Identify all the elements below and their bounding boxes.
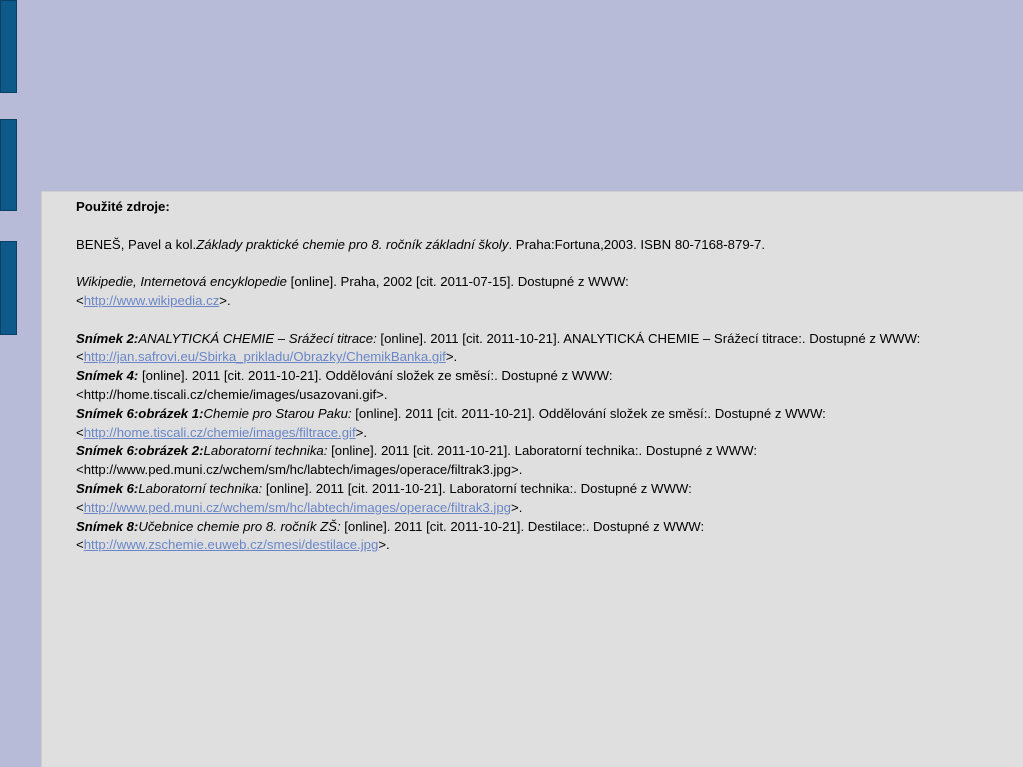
reference-label: Snímek 2: — [76, 330, 139, 346]
bracket-close: >. — [378, 537, 390, 553]
bracket-close: >. — [219, 292, 231, 308]
reference-snimek-4-url: <http://home.tiscali.cz/chemie/images/usazovani.gif>. — [76, 386, 388, 402]
reference-snimek-6-obrazek-1 — [76, 405, 1006, 424]
reference-snimek-8-url — [76, 536, 1006, 555]
content-panel — [41, 191, 1023, 767]
reference-details: [online]. 2011 [cit. 2011-10-21]. Laboratorní technika:. Dostupné z WWW: — [262, 480, 692, 496]
reference-title: ANALYTICKÁ CHEMIE – Srážecí titrace: — [138, 330, 377, 346]
reference-details: [online]. 2011 [cit. 2011-10-21]. Laboratorní technika:. Dostupné z WWW: — [327, 443, 757, 459]
bracket-close: >. — [445, 349, 458, 365]
bracket-close: >. — [355, 424, 367, 440]
reference-wikipedie-url — [76, 292, 1006, 311]
side-bar-top — [0, 0, 17, 93]
reference-benes — [76, 236, 1006, 255]
reference-details: [online]. Praha, 2002 [cit. 2011-07-15]. Dostupné z WWW: — [287, 274, 629, 290]
filtrak3-link[interactable]: http://www.ped.muni.cz/wchem/sm/hc/labtech/images/operace/filtrak3.jpg — [83, 499, 512, 515]
reference-title: Wikipedie, Internetová encyklopedie — [76, 274, 288, 290]
reference-details: [online]. 2011 [cit. 2011-10-21]. Oddělování složek ze směsí:. Dostupné z WWW: — [351, 405, 826, 421]
references-text — [76, 198, 1006, 555]
references-heading: Použité zdroje: — [76, 199, 170, 214]
side-bar-middle — [0, 119, 17, 211]
bracket-open: < — [76, 424, 84, 440]
reference-label: Snímek 6: — [76, 480, 139, 496]
reference-author: BENEŠ, Pavel a kol. — [76, 236, 197, 252]
bracket-open: < — [76, 349, 84, 365]
reference-snimek-6-obrazek-2-url: <http://www.ped.muni.cz/wchem/sm/hc/labtech/images/operace/filtrak3.jpg>. — [76, 462, 523, 478]
reference-snimek-2-url — [76, 348, 1006, 367]
spacer — [76, 217, 1006, 236]
reference-wikipedie — [76, 273, 1006, 292]
spacer — [76, 311, 1006, 330]
wikipedia-link[interactable]: http://www.wikipedia.cz — [83, 292, 220, 308]
reference-details: . Praha:Fortuna,2003. ISBN 80-7168-879-7. — [508, 236, 766, 252]
reference-snimek-8 — [76, 518, 1006, 537]
reference-details: [online]. 2011 [cit. 2011-10-21]. Oddělování složek ze směsí:. Dostupné z WWW: — [138, 368, 613, 384]
bracket-open: < — [76, 292, 84, 308]
destilace-link[interactable]: http://www.zschemie.euweb.cz/smesi/destilace.jpg — [83, 537, 379, 553]
reference-snimek-2 — [76, 330, 1006, 349]
reference-snimek-6-url — [76, 499, 1006, 518]
reference-title: Laboratorní technika: — [138, 480, 263, 496]
reference-title: Základy praktické chemie pro 8. ročník základní školy — [196, 236, 509, 252]
reference-label: Snímek 6:obrázek 2: — [76, 443, 204, 459]
bracket-open: < — [76, 499, 84, 515]
reference-title: Laboratorní technika: — [203, 443, 328, 459]
reference-snimek-6 — [76, 480, 1006, 499]
reference-details: [online]. 2011 [cit. 2011-10-21]. ANALYTICKÁ CHEMIE – Srážecí titrace:. Dostupné z WWW: — [376, 330, 921, 346]
bracket-open: < — [76, 537, 84, 553]
filtrace-link[interactable]: http://home.tiscali.cz/chemie/images/filtrace.gif — [83, 424, 356, 440]
reference-title: Učebnice chemie pro 8. ročník ZŠ: — [138, 518, 341, 534]
reference-label: Snímek 4: — [76, 368, 139, 384]
reference-snimek-6-obrazek-1-url — [76, 424, 1006, 443]
reference-title: Chemie pro Starou Paku: — [203, 405, 352, 421]
reference-details: [online]. 2011 [cit. 2011-10-21]. Destilace:. Dostupné z WWW: — [340, 518, 705, 534]
reference-snimek-6-obrazek-2 — [76, 442, 1006, 461]
side-bar-bottom — [0, 241, 17, 335]
spacer — [76, 254, 1006, 273]
reference-snimek-4 — [76, 367, 1006, 386]
bracket-close: >. — [511, 499, 523, 515]
reference-label: Snímek 8: — [76, 518, 139, 534]
reference-label: Snímek 6:obrázek 1: — [76, 405, 204, 421]
chemikbanka-link[interactable]: http://jan.safrovi.eu/Sbirka_prikladu/Obrazky/ChemikBanka.gif — [83, 349, 446, 365]
